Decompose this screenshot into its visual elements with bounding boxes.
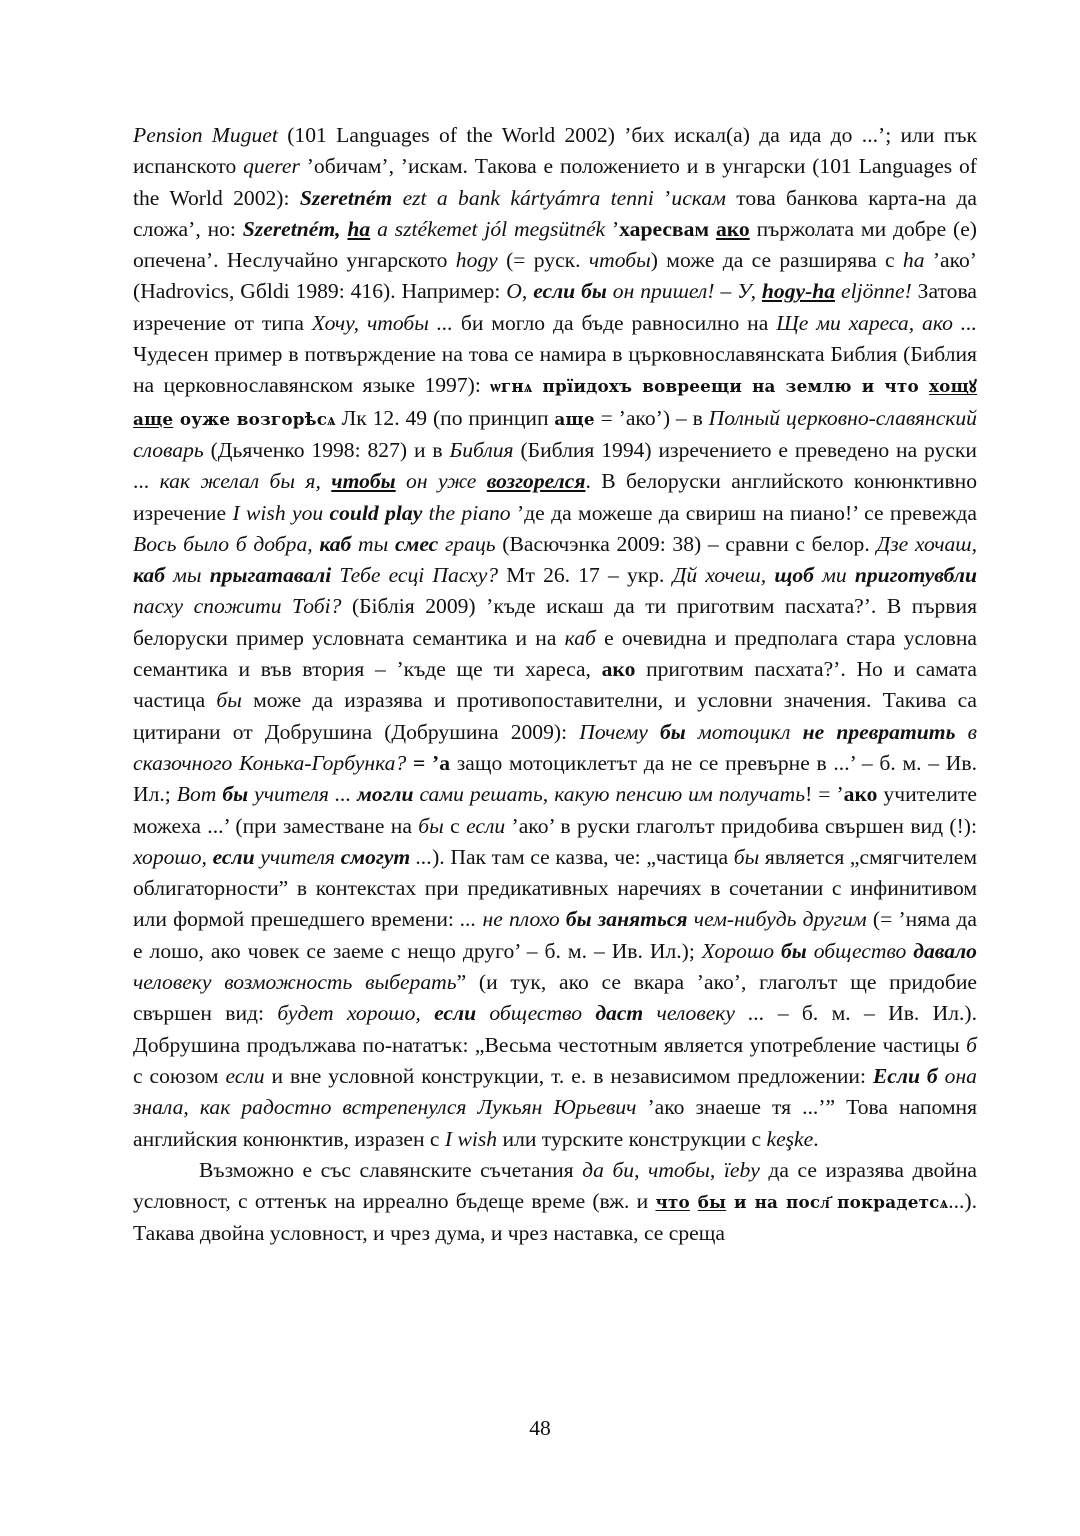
text-run: в сказочного Конька-Горбунка?: [133, 719, 978, 775]
text-run: ако: [843, 782, 878, 807]
text-run: общество: [806, 938, 914, 963]
text-run: Если б: [872, 1063, 938, 1088]
text-run: ) може да се разширява с: [650, 248, 903, 273]
church-slavonic-text: оуже возгорѣсѧ: [173, 408, 336, 429]
text-run: Ще ми хареса, ако ...: [776, 310, 977, 335]
text-run: если: [212, 844, 255, 869]
text-run: Дй хочеш,: [672, 563, 775, 588]
text-run: – б. м. – Ив. Ил.). Добрушина продължава по-нататък: „Весьма честотным является употребление частицы: [133, 1001, 977, 1057]
text-run: она знала, как радостно встрепенулся Лукьян Юрьевич: [133, 1063, 977, 1120]
text-run: eljönne!: [835, 279, 912, 304]
text-run: харесвам: [619, 216, 710, 241]
text-run: Лк 12. 49 (по принцип: [335, 405, 555, 430]
text-run: Възможно е със славянските съчетания: [199, 1157, 583, 1182]
text-run: ... не плохо: [460, 907, 566, 932]
text-run: Вот: [176, 782, 223, 807]
church-slavonic-text: ѡгнѧ прїидохъ вовреещи на землю и что: [490, 376, 929, 397]
text-run: Хочу, чтобы ...: [311, 310, 453, 335]
text-run: даст: [595, 1001, 644, 1026]
text-run: Почему: [579, 719, 660, 744]
text-run: бы: [418, 813, 444, 838]
text-run: с союзом: [133, 1063, 226, 1088]
text-run: би могло да бъде равносилно на: [452, 310, 777, 335]
text-run: (101 Languages of the World 2002) ’бих искал(а) да ида до ...’; или пък испанското: [133, 123, 977, 179]
text-run: чем-нибудь другим: [687, 907, 867, 932]
text-run: (Васючэнка 2009: 38) – сравни с белор.: [495, 531, 877, 556]
church-slavonic-text: хощꙋ: [928, 376, 977, 397]
text-run: ’ако’ в руски глаголът придобива свършен вид (!):: [505, 813, 977, 838]
text-run: Чудесен пример в потвърждение на това се намира в църковнославянската Библия (Библия на церковнославянском языке 1997):: [133, 342, 977, 398]
text-run: каб: [133, 563, 165, 588]
text-run: мотоцикл: [685, 719, 803, 744]
text-run: querer: [243, 154, 300, 179]
text-run: ). Пак там се казва, че: „частица: [432, 844, 734, 869]
church-slavonic-text: покрадетсѧ: [837, 1192, 949, 1213]
paragraph: [133, 1155, 977, 1250]
body-text: [133, 120, 977, 1250]
text-run: ’ако знаеше тя ...’” Това напомня английския конюнктив, изразен с: [133, 1095, 978, 1151]
text-run: Вось было б добра,: [133, 531, 320, 556]
text-run: Полный церковно-славянский словарь: [133, 405, 977, 462]
text-run: пасху спожити Тобі?: [133, 594, 342, 619]
text-run: ми: [813, 563, 855, 588]
text-run: ezt a bank kártyámra tenni: [392, 185, 654, 210]
church-slavonic-text: бы: [697, 1192, 727, 1213]
text-run: если: [225, 1063, 265, 1088]
text-run: Szeretném: [299, 185, 393, 210]
church-slavonic-text: что: [655, 1192, 690, 1213]
church-slavonic-text: [690, 1192, 698, 1212]
text-run: общество: [476, 1001, 596, 1026]
text-run: [709, 217, 716, 241]
text-run: давало: [913, 938, 977, 963]
text-run: . В белоруски английското конюнктивно изречение: [133, 469, 978, 525]
text-run: (Дьяченко 1998: 827) и в: [203, 437, 450, 462]
text-run: ты: [351, 531, 395, 556]
text-run: ако: [601, 657, 636, 682]
text-run: он уже: [395, 469, 487, 494]
text-run: ако: [715, 216, 750, 241]
text-run: защо мотоциклетът да не се превърне в ...’ – б. м. – Ив. Ил.;: [133, 750, 977, 807]
text-run: Хорошо: [701, 938, 782, 963]
text-run: е очевидна и предполага стара условна семантика и във втория – ’къде ще ти хареса,: [133, 625, 977, 682]
text-run: Библия: [449, 437, 514, 462]
text-run: чтобы: [588, 248, 651, 273]
text-run: ’обичам’, ’искам. Такова е положението и в унгарски (101 Languages of the World 2002):: [133, 154, 977, 210]
text-run: да се изразява двойна условност, с оттенък на ирреално бъдеще време (вж. и: [133, 1157, 978, 1214]
text-run: = ’а: [412, 750, 450, 775]
text-run: Szeretném,: [242, 216, 341, 241]
text-run: I wish: [444, 1126, 498, 1151]
church-slavonic-text: и на посл҃: [726, 1192, 830, 1213]
text-run: смогут: [340, 844, 411, 869]
paragraph: [133, 120, 977, 1155]
text-run: щоб: [774, 563, 814, 588]
text-run: бы: [222, 782, 249, 807]
text-run: (Библия 1994) изречението е преведено на руски ...: [133, 437, 977, 494]
text-run: ” (и тук, ако се вкара ’ако’, глаголът ще придобие свършен вид:: [133, 970, 977, 1026]
text-run: ! = ’: [805, 782, 844, 807]
text-run: приготувбли: [854, 563, 977, 588]
text-run: возгорелся: [486, 469, 586, 494]
text-run: [406, 751, 413, 775]
text-run: ’: [653, 185, 672, 210]
text-run: това банкова карта-на да сложа’, но:: [133, 185, 978, 241]
page-number: 48: [529, 1416, 551, 1440]
text-run: = ’ако’) – в: [594, 405, 709, 430]
text-run: каб: [319, 531, 352, 556]
text-run: ’де да можеше да свириш на пиано!’ се превежда: [510, 500, 978, 525]
text-run: бы: [733, 844, 760, 869]
text-run: (= ’няма да е лошо, ако човек се заеме с нещо друго’ – б. м. – Ив. Ил.);: [133, 907, 978, 963]
text-run: он пришел! – У,: [606, 279, 762, 304]
text-run: О,: [506, 279, 534, 304]
text-run: бы: [659, 719, 686, 744]
text-run: искам: [671, 185, 726, 210]
text-run: пържолата ми добре (е) опечена’. Неслучайно унгарското: [133, 216, 977, 273]
text-run: не превратить: [802, 719, 956, 744]
text-run: the piano: [422, 500, 511, 525]
text-run: ’: [605, 216, 620, 241]
text-run: как желал бы я,: [159, 469, 332, 494]
text-run: приготвим пасхата?’. Но и самата частица: [133, 657, 977, 713]
text-run: Мт 26. 17 – укр.: [498, 563, 673, 588]
text-run: може да изразява и противопоставителни, и условни значения. Такива са цитирани от Добрушина (Добрушина 2009):: [133, 688, 977, 744]
text-run: будет хорошо,: [277, 1001, 435, 1026]
text-run: чтобы: [331, 469, 396, 494]
text-run: смес: [394, 531, 439, 556]
text-run: Затова изречение от типа: [133, 279, 977, 335]
text-run: ha: [902, 248, 925, 273]
text-run: мы: [164, 563, 210, 588]
church-slavonic-text: аще: [133, 408, 174, 429]
text-run: ’ако’ (Hadrovics, Gбldi 1989: 416). Например:: [133, 248, 977, 304]
text-run: прыгатавалі: [209, 563, 332, 588]
text-run: с: [443, 813, 467, 838]
text-run: б: [966, 1032, 977, 1057]
text-run: could play: [329, 500, 423, 525]
text-run: .: [813, 1126, 819, 1151]
text-run: и вне условной конструкции, т. е. в независимом предложении:: [264, 1063, 873, 1088]
text-run: бы: [781, 938, 807, 963]
text-run: Дзе хочаш,: [876, 531, 977, 556]
text-run: граць: [438, 531, 496, 556]
text-run: хорошо,: [133, 844, 213, 869]
text-run: если бы: [533, 279, 607, 304]
text-run: или турските конструкции с: [497, 1126, 767, 1151]
text-run: бы заняться: [565, 907, 688, 932]
text-run: учителя: [254, 844, 341, 869]
text-run: Тебе есці Пасху?: [331, 563, 499, 588]
text-run: (Біблія 2009) ’къде искаш да ти приготвим пасхата?’. В първия белоруски пример условната семантика и на: [133, 594, 977, 650]
text-run: учителя ...: [248, 782, 358, 807]
text-run: человеку ...: [643, 1001, 765, 1026]
text-run: является „смягчителем облигаторности” в контекстах при предикативных наречиях в сочетании с инфинитивом или формой прешедшего времени:: [133, 844, 977, 932]
church-slavonic-text: аще: [554, 408, 595, 429]
text-run: каб: [564, 625, 596, 650]
text-run: человеку возможность выберать: [133, 970, 457, 995]
text-run: ha: [347, 216, 371, 241]
text-run: I wish you: [232, 500, 330, 525]
text-run: Pension Muguet: [133, 123, 278, 147]
text-run: hogy: [455, 248, 498, 273]
text-run: ...: [410, 844, 433, 869]
text-run: hogy-ha: [761, 279, 836, 304]
text-run: бы: [216, 688, 242, 713]
text-run: сами решать, какую пенсию им получать: [413, 782, 806, 807]
text-run: a sztékemet jól megsütnék: [370, 216, 606, 241]
text-run: если: [466, 813, 506, 838]
text-run: учителите можеха ...’ (при заместване на: [133, 782, 977, 838]
text-run: ...). Такава двойна условност, и чрез дума, и чрез наставка, се среща: [133, 1189, 977, 1246]
text-run: (= руск.: [497, 248, 589, 273]
text-run: могли: [357, 782, 414, 807]
text-run: если: [434, 1001, 477, 1026]
text-run: да би, чтобы, їeby: [582, 1157, 760, 1182]
text-run: keşke: [766, 1126, 814, 1151]
